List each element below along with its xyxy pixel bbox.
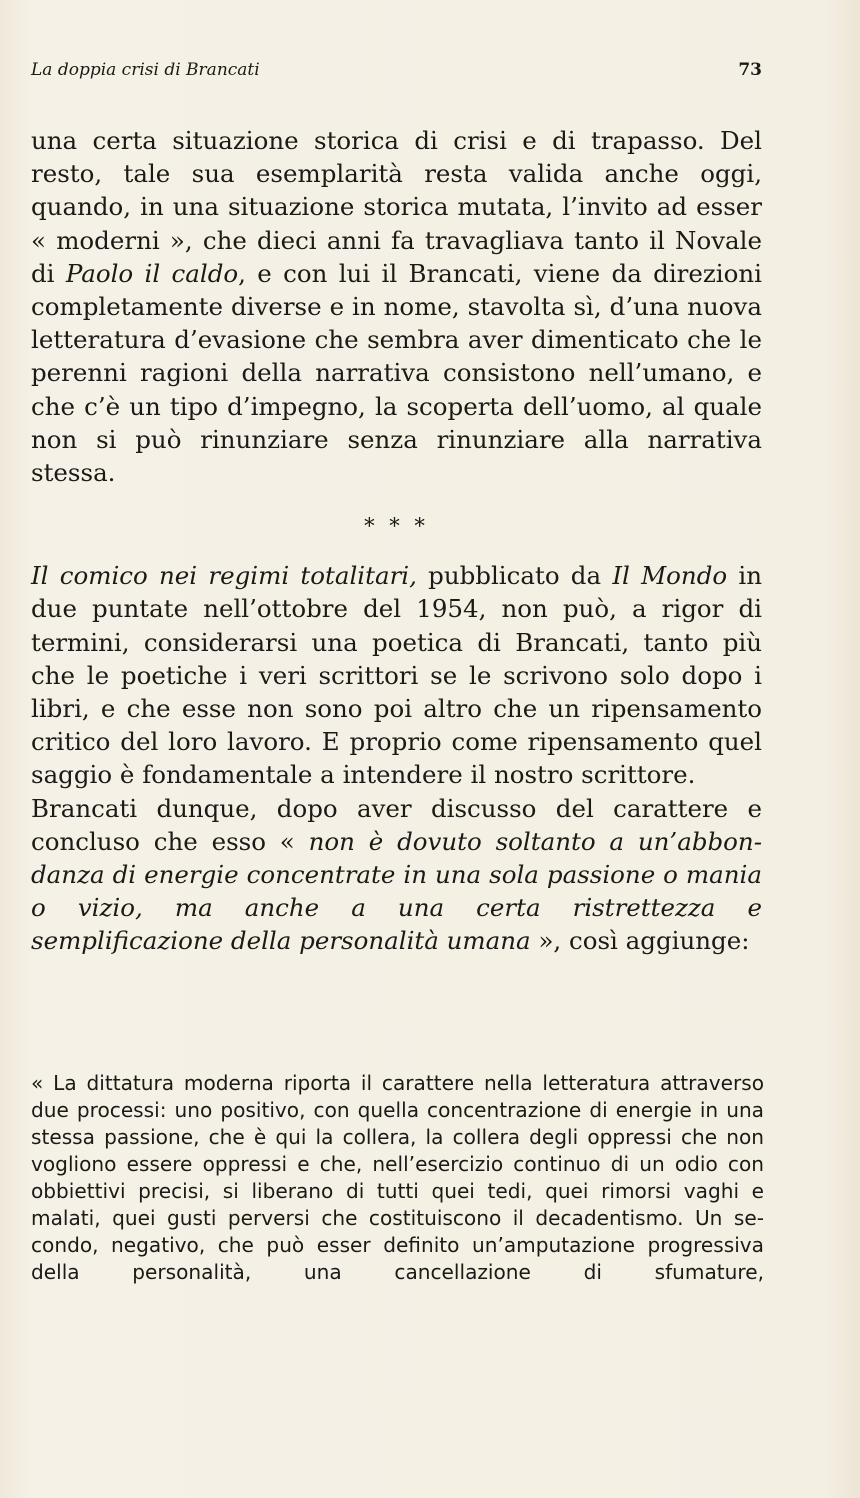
paragraph-brancati-text-2: », così aggiunge:	[530, 926, 750, 956]
paragraph-crisis-text-1: una certa situazione storica di crisi e di trapasso. Del resto, tale sua esemplarità resta valida anche oggi, quando, in una situazione storica mutata, l’invito ad esser « moderni », che dieci anni fa travagliava tanto il Novale di	[31, 126, 762, 288]
main-text	[31, 124, 762, 958]
paragraph-comico-text-2: in due puntate nell’ottobre del 1954, non può, a rigor di termini, considerarsi una poetica di Brancati, tanto più che le poetiche i veri scrittori se le scrivono solo dopo i libri, e che esse non sono poi altro che un ripensamento critico del loro lavoro. E proprio come ripensamento quel saggio è fondamentale a intendere il nostro scrittore.	[31, 561, 763, 790]
block-quotation: « La dittatura moderna riporta il carattere nella letteratura attraverso due processi: uno positivo, con quella concentrazione di energie in una stessa passione, che è qui la collera, la collera degli oppressi che non vogliono essere oppressi e che, nell’esercizio continuo di un odio con obbiettivi precisi, si liberano di tutti quei tedi, quei rimorsi vaghi e malati, quei gusti perversi che costituiscono il decadentismo. Un secondo, negativo, che può esser definito un’amputazione progressiva della personalità, una cancellazione di sfumature,	[31, 1071, 764, 1284]
paragraph-crisis	[31, 124, 762, 489]
paragraph-comico	[31, 559, 762, 791]
journal-title: Il Mondo	[612, 561, 728, 591]
paragraph-comico-text-1: pubblicato da	[416, 561, 613, 591]
section-separator: * * *	[364, 514, 429, 539]
inline-quotation: non è dovuto soltanto a un’abbondanza di energie concentrate in una sola passione o mania o vizio, ma anche a una certa ristrettezza e semplificazione della personalità umana	[31, 826, 762, 956]
page-number: 73	[738, 60, 762, 80]
running-title: La doppia crisi di Brancati	[31, 60, 260, 80]
paragraph-brancati-text-1: Brancati dunque, dopo aver discusso del carattere e concluso che esso «	[31, 793, 762, 856]
essay-title: Il comico nei regimi totalitari,	[31, 561, 417, 591]
paragraph-brancati	[31, 792, 762, 958]
book-title-paolo-il-caldo: Paolo il caldo	[65, 258, 239, 288]
running-head	[31, 60, 762, 90]
paragraph-crisis-text-2: , e con lui il Brancati, viene da direzioni completamente diverse e in nome, stavolta sì, d’una nuova letteratura d’evasione che sembra aver dimenticato che le perenni ragioni della narrativa consistono nell’umano, e che c’è un tipo d’impegno, la scoperta dell’uomo, al quale non si può rinunziare senza rinunziare alla narrativa stessa.	[31, 258, 762, 488]
